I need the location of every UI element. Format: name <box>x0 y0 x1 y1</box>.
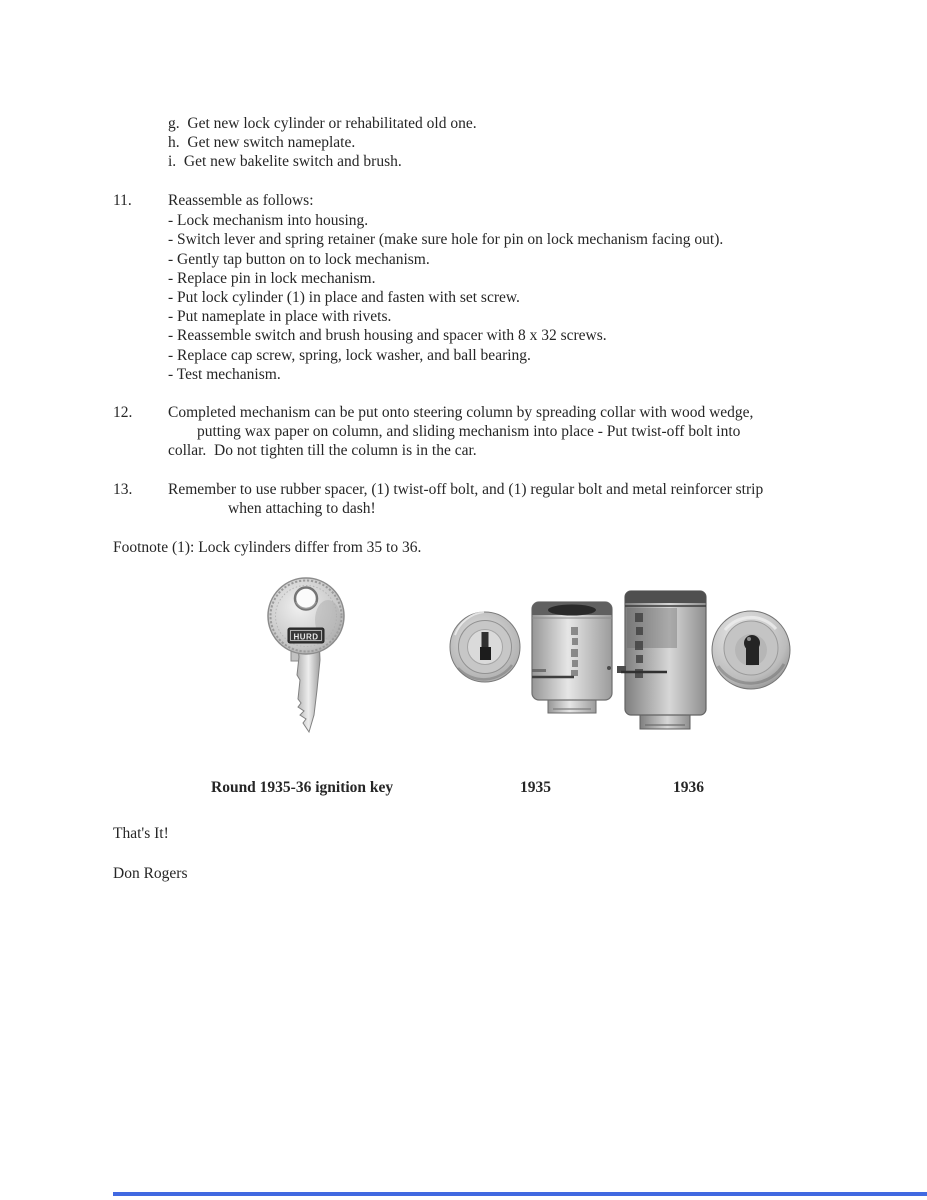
item-11-step: - Gently tap button on to lock mechanism. <box>168 251 430 268</box>
item-11-step: - Test mechanism. <box>168 366 281 383</box>
item-11-step: - Reassemble switch and brush housing and spacer with 8 x 32 screws. <box>168 327 607 344</box>
item-11-step: - Replace pin in lock mechanism. <box>168 270 376 287</box>
item-11-step: - Replace cap screw, spring, lock washer, and ball bearing. <box>168 347 531 364</box>
list-item-h: h. Get new switch nameplate. <box>168 134 356 151</box>
item-12-line2: putting wax paper on column, and sliding mechanism into place - Put twist-off bolt into <box>197 423 741 440</box>
lock-cylinder-1936-photo <box>617 591 706 729</box>
key-stamp-text: HURD <box>293 632 319 642</box>
item-11-title: Reassemble as follows: <box>168 192 314 209</box>
figure-caption-key: Round 1935-36 ignition key <box>211 779 394 796</box>
item-11-step: - Put lock cylinder (1) in place and fasten with set screw. <box>168 289 520 306</box>
lock-face-1935-photo <box>450 612 520 682</box>
item-11-step: - Lock mechanism into housing. <box>168 212 369 229</box>
figure-caption-1935: 1935 <box>520 779 551 796</box>
closing-text: That's It! <box>113 825 169 842</box>
list-item-i: i. Get new bakelite switch and brush. <box>168 153 402 170</box>
item-11-step: - Put nameplate in place with rivets. <box>168 308 392 325</box>
item-12-line3: collar. Do not tighten till the column is in the car. <box>168 442 477 459</box>
footnote-text: Footnote (1): Lock cylinders differ from 35 to 36. <box>113 539 422 556</box>
item-13-line2: when attaching to dash! <box>228 500 376 517</box>
item-13-number: 13. <box>113 481 133 498</box>
item-12-number: 12. <box>113 404 133 421</box>
figure-caption-1936: 1936 <box>673 779 704 796</box>
item-11-number: 11. <box>113 192 132 209</box>
bottom-rule <box>113 1192 927 1196</box>
figure-photos <box>240 565 820 750</box>
round-ignition-key-photo <box>268 578 344 732</box>
item-13-line1: Remember to use rubber spacer, (1) twist-off bolt, and (1) regular bolt and metal reinforcer strip <box>168 481 764 498</box>
signature-text: Don Rogers <box>113 865 188 882</box>
item-11-step: - Switch lever and spring retainer (make sure hole for pin on lock mechanism facing out). <box>168 231 724 248</box>
lock-face-1936-photo <box>712 611 790 689</box>
lock-cylinder-1935-photo <box>532 602 612 713</box>
list-item-g: g. Get new lock cylinder or rehabilitated old one. <box>168 115 477 132</box>
item-12-line1: Completed mechanism can be put onto steering column by spreading collar with wood wedge, <box>168 404 754 421</box>
